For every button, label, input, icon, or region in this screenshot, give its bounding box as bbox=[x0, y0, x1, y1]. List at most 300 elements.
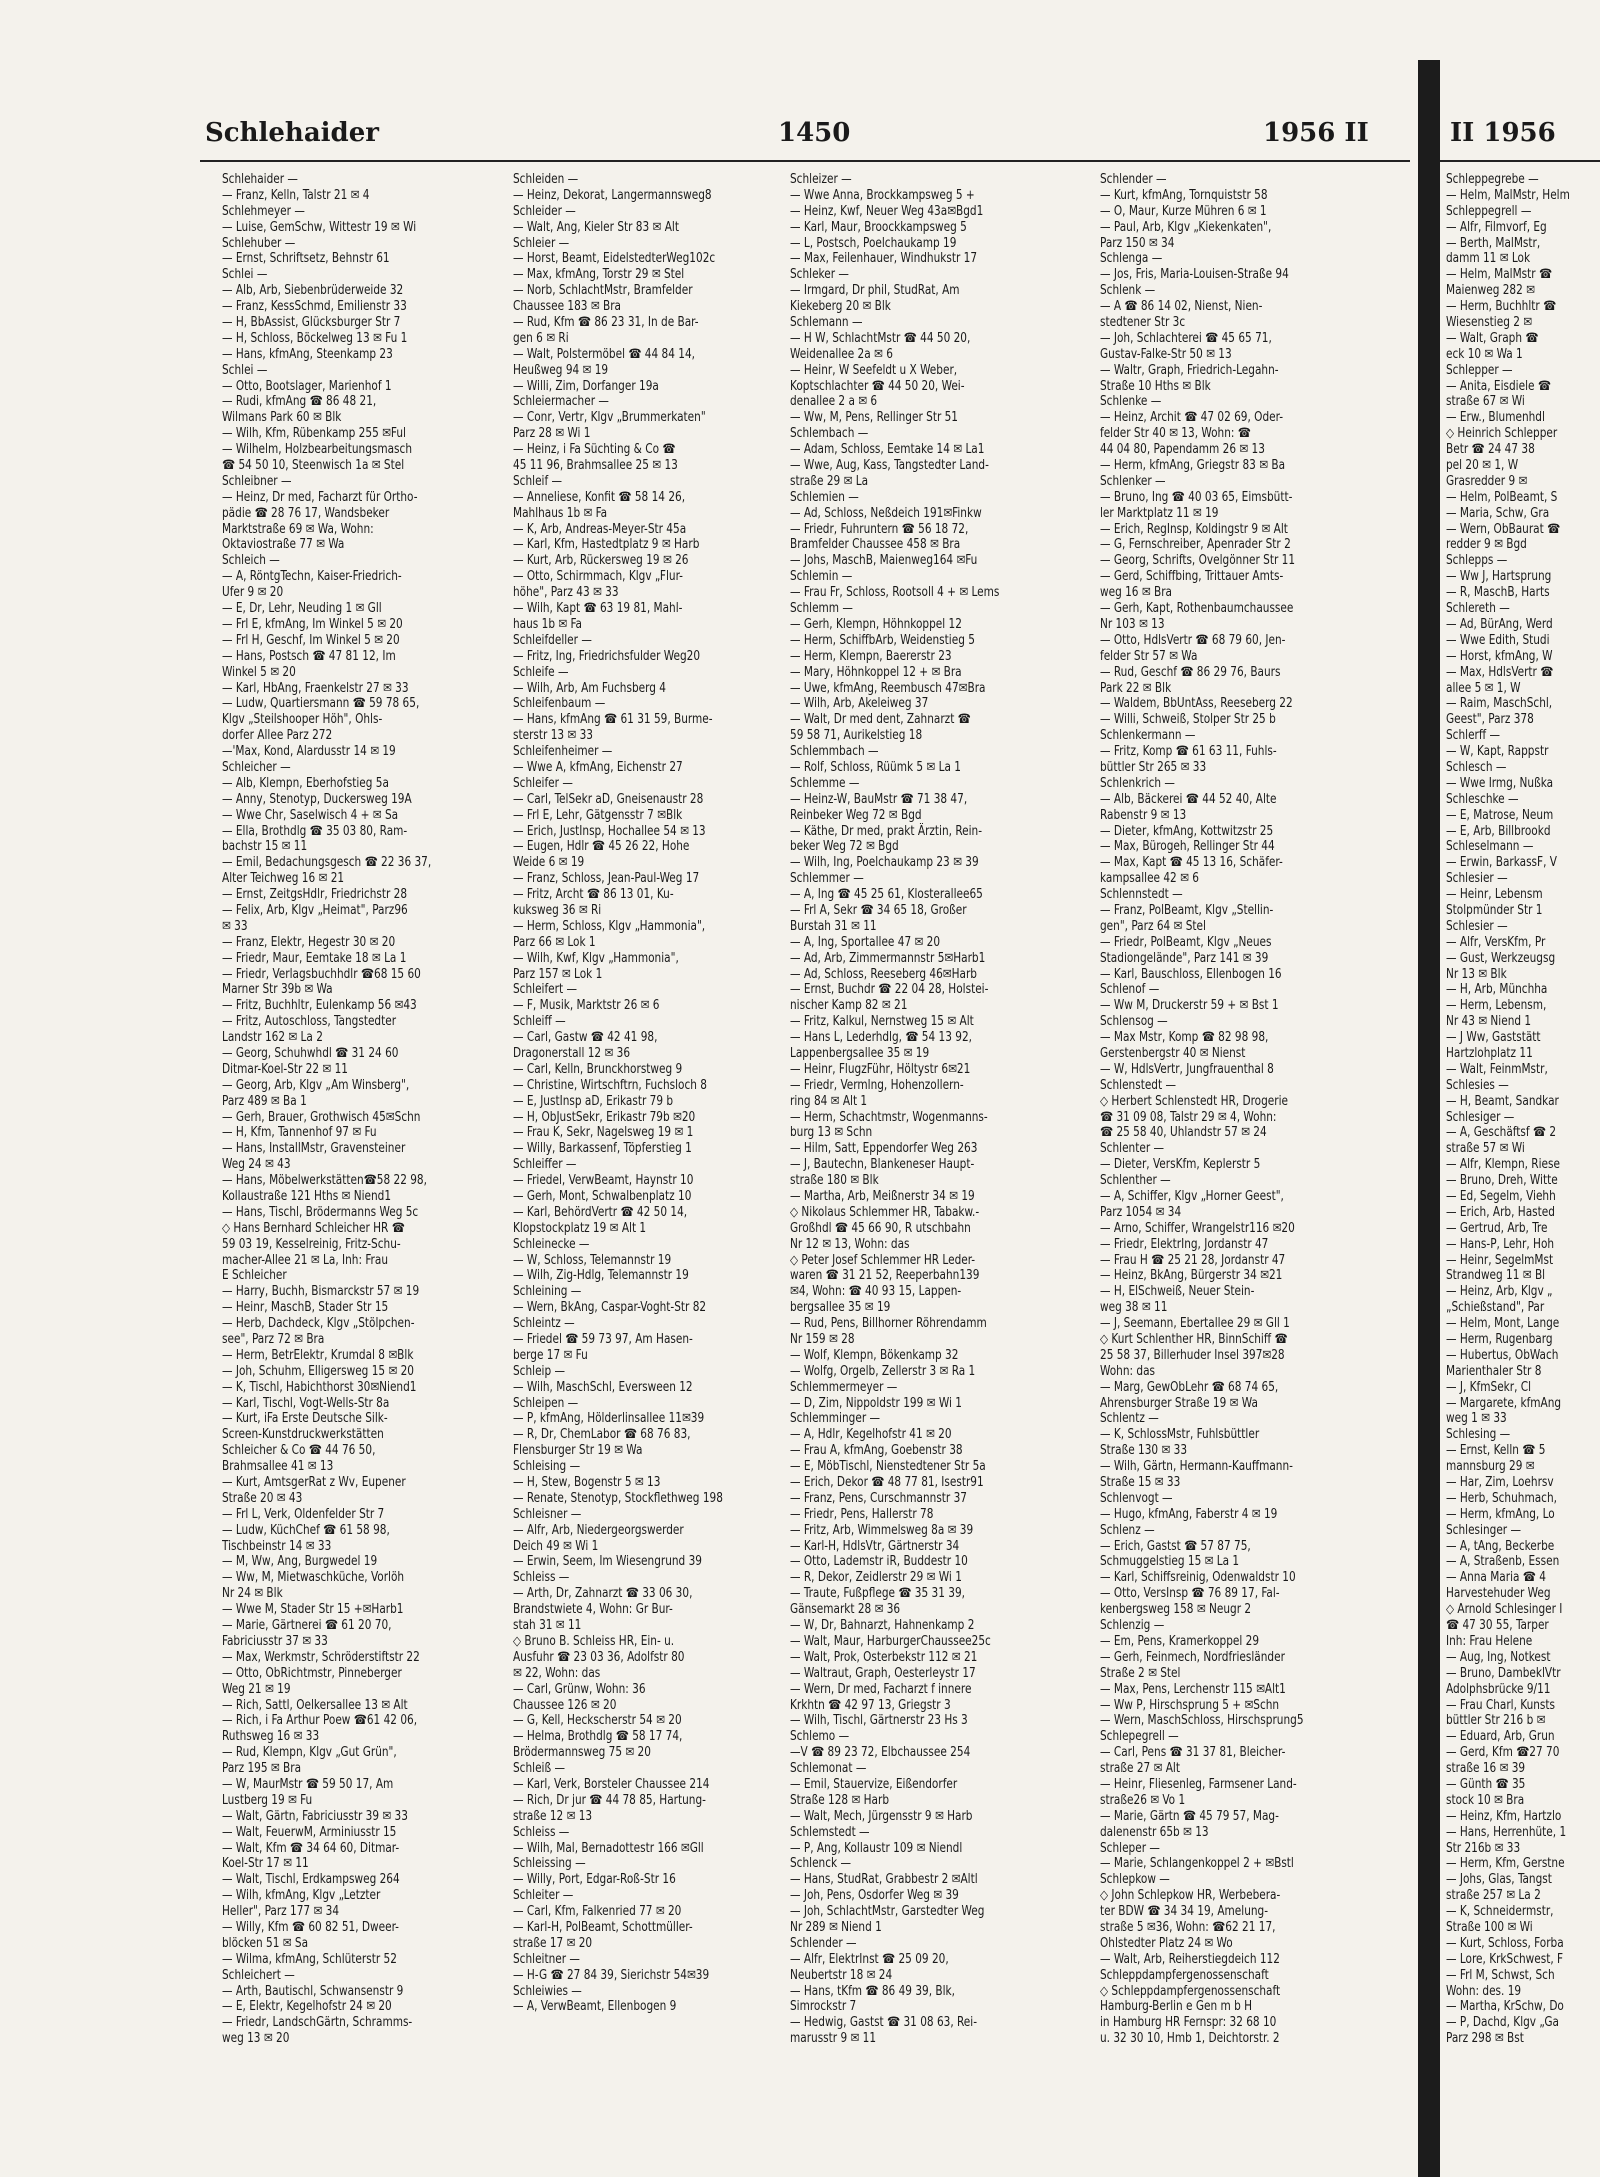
directory-line: — Walt, Kfm ☎ 34 64 60, Ditmar- bbox=[222, 1840, 400, 1856]
directory-line: felder Str 40 ✉ 13, Wohn: ☎ bbox=[1100, 426, 1251, 442]
directory-line: Weide 6 ✉ 19 bbox=[513, 855, 585, 871]
directory-line: — Irmgard, Dr phil, StudRat, Am bbox=[790, 283, 960, 299]
directory-line: nischer Kamp 82 ✉ 21 bbox=[790, 998, 908, 1014]
directory-line: — J, KfmSekr, Cl bbox=[1446, 1379, 1532, 1395]
directory-line: 45 11 96, Brahmsallee 25 ✉ 13 bbox=[513, 458, 678, 474]
directory-line: Schleker — bbox=[790, 267, 849, 283]
directory-line: Wohn: das bbox=[1100, 1363, 1156, 1379]
directory-line: — Georg, Schuhwhdl ☎ 31 24 60 bbox=[222, 1045, 399, 1061]
directory-line: ◇ Schleppdampfergenossenschaft bbox=[1100, 1983, 1281, 1999]
directory-line: — Franz, PolBeamt, Klgv „Stellin- bbox=[1100, 902, 1274, 918]
directory-line: — Joh, Schlachterei ☎ 45 65 71, bbox=[1100, 330, 1272, 346]
directory-line: Wiesenstieg 2 ✉ bbox=[1446, 315, 1533, 331]
directory-line: — W, Kapt, Rappstr bbox=[1446, 744, 1549, 760]
directory-line: — Rud, Pens, Billhorner Röhrendamm bbox=[790, 1316, 987, 1332]
directory-line: Schlerff — bbox=[1446, 728, 1500, 744]
directory-line: — J, Bautechn, Blankeneser Haupt- bbox=[790, 1157, 975, 1173]
directory-line: Marner Str 39b ✉ Wa bbox=[222, 982, 333, 998]
directory-line: Burstah 31 ✉ 11 bbox=[790, 918, 877, 934]
directory-line: — Heinz, Kwf, Neuer Weg 43a✉Bgd1 bbox=[790, 203, 984, 219]
directory-line: Schlenzig — bbox=[1100, 1618, 1165, 1634]
directory-line: — Heinr, MaschB, Stader Str 15 bbox=[222, 1300, 389, 1316]
directory-line: Schlemin — bbox=[790, 569, 853, 585]
directory-line: ◇ Herbert Schlenstedt HR, Drogerie bbox=[1100, 1093, 1289, 1109]
directory-line: Parz 150 ✉ 34 bbox=[1100, 235, 1175, 251]
directory-line: — Helm, MalMstr, Helm bbox=[1446, 187, 1570, 203]
adjacent-header-rule bbox=[1440, 160, 1600, 162]
directory-line: Schlesing — bbox=[1446, 1427, 1511, 1443]
directory-line: Schleisner — bbox=[513, 1506, 582, 1522]
directory-line: Nr 103 ✉ 13 bbox=[1100, 616, 1165, 632]
directory-line: — Wilh, Mal, Bernadottestr 166 ✉Gll bbox=[513, 1840, 704, 1856]
directory-line: weg 13 ✉ 20 bbox=[222, 2031, 290, 2047]
directory-line: — Rud, Klempn, Klgv „Gut Grün", bbox=[222, 1745, 397, 1761]
directory-line: — Herm, SchiffbArb, Weidenstieg 5 bbox=[790, 632, 975, 648]
directory-line: Oktaviostraße 77 ✉ Wa bbox=[222, 537, 345, 553]
directory-line: — Johs, Glas, Tangst bbox=[1446, 1872, 1552, 1888]
directory-line: Winkel 5 ✉ 20 bbox=[222, 664, 296, 680]
directory-line: berge 17 ✉ Fu bbox=[513, 1347, 588, 1363]
directory-line: — Wilh, Arb, Am Fuchsberg 4 bbox=[513, 680, 666, 696]
directory-line: — Wilh, Zig-Hdlg, Telemannstr 19 bbox=[513, 1268, 689, 1284]
directory-line: Schlepegrell — bbox=[1100, 1729, 1179, 1745]
directory-line: — E, Elektr, Kegelhofstr 24 ✉ 20 bbox=[222, 1999, 392, 2015]
directory-line: — Ernst, ZeitgsHdlr, Friedrichstr 28 bbox=[222, 887, 408, 903]
directory-line: — Waldem, BbUntAss, Reeseberg 22 bbox=[1100, 696, 1293, 712]
directory-line: — R, Dekor, Zeidlerstr 29 ✉ Wi 1 bbox=[790, 1570, 962, 1586]
directory-line: Schlenke — bbox=[1100, 394, 1162, 410]
directory-line: — Carl, TelSekr aD, Gneisenaustr 28 bbox=[513, 791, 704, 807]
directory-line: Grasredder 9 ✉ bbox=[1446, 473, 1528, 489]
directory-line: — Karl, BehördVertr ☎ 42 50 14, bbox=[513, 1204, 688, 1220]
directory-line: Dragonerstall 12 ✉ 36 bbox=[513, 1045, 631, 1061]
directory-line: Lustberg 19 ✉ Fu bbox=[222, 1792, 313, 1808]
directory-line: — Martha, KrSchw, Do bbox=[1446, 1999, 1564, 2015]
directory-line: — Heinr, Fliesenleg, Farmsener Land- bbox=[1100, 1776, 1297, 1792]
directory-line: Schlesinger — bbox=[1446, 1522, 1521, 1538]
directory-line: Neubertstr 18 ✉ 24 bbox=[790, 1967, 893, 1983]
directory-line: u. 32 30 10, Hmb 1, Deichtorstr. 2 bbox=[1100, 2031, 1280, 2047]
directory-line: — Paul, Arb, Klgv „Kiekenkaten", bbox=[1100, 219, 1272, 235]
directory-line: straße 257 ✉ La 2 bbox=[1446, 1888, 1541, 1904]
directory-line: — Heinr, W Seefeldt u X Weber, bbox=[790, 362, 958, 378]
directory-line: Chaussee 183 ✉ Bra bbox=[513, 299, 622, 315]
directory-line: — Heinz-W, BauMstr ☎ 71 38 47, bbox=[790, 791, 968, 807]
directory-line: Parz 66 ✉ Lok 1 bbox=[513, 934, 596, 950]
directory-line: — Ernst, Kelln ☎ 5 bbox=[1446, 1443, 1546, 1459]
directory-line: — Rich, Sattl, Oelkersallee 13 ✉ Alt bbox=[222, 1697, 408, 1713]
directory-line: — A, RöntgTechn, Kaiser-Friedrich- bbox=[222, 569, 402, 585]
directory-line: Lappenbergsallee 35 ✉ 19 bbox=[790, 1045, 930, 1061]
directory-line: straße 180 ✉ Blk bbox=[790, 1173, 879, 1189]
directory-line: — Otto, ObRichtmstr, Pinneberger bbox=[222, 1665, 402, 1681]
directory-line: Schlenga — bbox=[1100, 251, 1163, 267]
directory-line: Nr 13 ✉ Blk bbox=[1446, 966, 1507, 982]
directory-line: Mahlhaus 1b ✉ Fa bbox=[513, 505, 608, 521]
directory-line: — Hans, Postsch ☎ 47 81 12, Im bbox=[222, 648, 396, 664]
directory-line: ☎ 54 50 10, Steenwisch 1a ✉ Stel bbox=[222, 458, 405, 474]
directory-line: Schlender — bbox=[790, 1935, 857, 1951]
directory-line: burg 13 ✉ Schn bbox=[790, 1125, 873, 1141]
directory-line: — K, Schneidermstr, bbox=[1446, 1904, 1554, 1920]
directory-line: sterstr 13 ✉ 33 bbox=[513, 728, 593, 744]
directory-line: Schlei — bbox=[222, 267, 268, 283]
directory-line: — Ad, Schloss, Neßdeich 191✉Finkw bbox=[790, 505, 982, 521]
directory-line: straße 27 ✉ Alt bbox=[1100, 1761, 1180, 1777]
directory-line: — Heinr, FlugzFühr, Höltystr 6✉21 bbox=[790, 1061, 971, 1077]
directory-line: — Renate, Stenotyp, Stockflethweg 198 bbox=[513, 1490, 723, 1506]
directory-line: — Alfr, ElektrInst ☎ 25 09 20, bbox=[790, 1951, 949, 1967]
directory-line: — Georg, Arb, Klgv „Am Winsberg", bbox=[222, 1077, 410, 1093]
directory-line: Ufer 9 ✉ 20 bbox=[222, 585, 284, 601]
directory-line: — R, Dr, ChemLabor ☎ 68 76 83, bbox=[513, 1427, 691, 1443]
directory-line: — Heinr, SegelmMst bbox=[1446, 1252, 1554, 1268]
directory-line: — Alfr, VersKfm, Pr bbox=[1446, 934, 1546, 950]
directory-line: Parz 1054 ✉ 34 bbox=[1100, 1204, 1182, 1220]
directory-line: Wilmans Park 60 ✉ Blk bbox=[222, 410, 342, 426]
directory-line: — Willi, Zim, Dorfanger 19a bbox=[513, 378, 659, 394]
directory-line: — Fritz, Autoschloss, Tangstedter bbox=[222, 1014, 397, 1030]
directory-line: dalenenstr 65b ✉ 13 bbox=[1100, 1824, 1209, 1840]
directory-line: Schlemstedt — bbox=[790, 1824, 870, 1840]
directory-line: — Hubertus, ObWach bbox=[1446, 1347, 1559, 1363]
directory-line: — Martha, Arb, Meißnerstr 34 ✉ 19 bbox=[790, 1189, 975, 1204]
directory-line: — Conr, Vertr, Klgv „Brummerkaten" bbox=[513, 410, 706, 426]
directory-line: — Kurt, AmtsgerRat z Wv, Eupener bbox=[222, 1475, 406, 1491]
directory-line: Schleifenbaum — bbox=[513, 696, 606, 712]
directory-line: Hartzlohplatz 11 bbox=[1446, 1045, 1533, 1061]
directory-line: — Karl-H, PolBeamt, Schottmüller- bbox=[513, 1919, 693, 1935]
directory-line: — Bruno, DambeklVtr bbox=[1446, 1665, 1561, 1681]
directory-line: Schlenof — bbox=[1100, 982, 1160, 998]
directory-line: — G, Kell, Heckscherstr 54 ✉ 20 bbox=[513, 1713, 682, 1729]
directory-line: — Friedr, PolBeamt, Klgv „Neues bbox=[1100, 934, 1272, 950]
directory-line: — Herm, Schloss, Klgv „Hammonia", bbox=[513, 918, 706, 934]
directory-line: Großhdl ☎ 45 66 90, R utschbahn bbox=[790, 1220, 971, 1236]
directory-line: — Dieter, VersKfm, Keplerstr 5 bbox=[1100, 1157, 1261, 1173]
directory-line: Schleising — bbox=[513, 1459, 581, 1475]
directory-line: Schlenker — bbox=[1100, 473, 1166, 489]
directory-line: — Herb, Dachdeck, Klgv „Stölpchen- bbox=[222, 1316, 415, 1332]
directory-line: — M, Ww, Ang, Burgwedel 19 bbox=[222, 1554, 378, 1570]
directory-line: — Max, Kapt ☎ 45 13 16, Schäfer- bbox=[1100, 855, 1283, 871]
directory-line: Schleif — bbox=[513, 473, 563, 489]
directory-line: — A, Ing ☎ 45 25 61, Klosterallee65 bbox=[790, 887, 983, 903]
directory-line: — Karl, Maur, Broockkampsweg 5 bbox=[790, 219, 967, 235]
directory-line: — Hans, Tischl, Brödermanns Weg 5c bbox=[222, 1204, 419, 1220]
directory-line: — A, Hdlr, Kegelhofstr 41 ✉ 20 bbox=[790, 1427, 952, 1443]
directory-line: — P, Ang, Kollaustr 109 ✉ Niendl bbox=[790, 1840, 963, 1856]
directory-line: ◇ Peter Josef Schlemmer HR Leder- bbox=[790, 1252, 976, 1268]
directory-line: Nr 24 ✉ Blk bbox=[222, 1586, 283, 1602]
directory-line: — H, ObJustSekr, Erikastr 79b ✉20 bbox=[513, 1109, 696, 1125]
directory-line: — Alb, Bäckerei ☎ 44 52 40, Alte bbox=[1100, 791, 1277, 807]
directory-line: — Ww P, Hirschsprung 5 + ✉Schn bbox=[1100, 1697, 1280, 1713]
directory-line: — A, Schiffer, Klgv „Horner Geest", bbox=[1100, 1189, 1284, 1204]
directory-line: Deich 49 ✉ Wi 1 bbox=[513, 1538, 599, 1554]
directory-line: Schleizer — bbox=[790, 172, 852, 187]
directory-line: Ahrensburger Straße 19 ✉ Wa bbox=[1100, 1395, 1258, 1411]
directory-line: straße26 ✉ Vo 1 bbox=[1100, 1792, 1186, 1808]
directory-line: ◇ Kurt Schlenther HR, BinnSchiff ☎ bbox=[1100, 1332, 1288, 1348]
directory-line: Brahmsallee 41 ✉ 13 bbox=[222, 1459, 334, 1475]
directory-line: — Horst, Beamt, EidelstedterWeg102c bbox=[513, 251, 716, 267]
directory-line: Nr 43 ✉ Niend 1 bbox=[1446, 1014, 1532, 1030]
directory-line: — Herm, kfmAng, Lo bbox=[1446, 1506, 1555, 1522]
directory-line: — Friedr, ElektrIng, Jordanstr 47 bbox=[1100, 1236, 1269, 1252]
directory-line: — Erich, RegInsp, Koldingstr 9 ✉ Alt bbox=[1100, 521, 1288, 537]
directory-line: Ausfuhr ☎ 23 03 36, Adolfstr 80 bbox=[513, 1649, 685, 1665]
directory-line: — Hans, StudRat, Grabbestr 2 ✉Altl bbox=[790, 1872, 978, 1888]
directory-line: — Herm, Klempn, Baererstr 23 bbox=[790, 648, 952, 664]
directory-line: Schleifert — bbox=[513, 982, 577, 998]
directory-line: Schlesies — bbox=[1446, 1077, 1509, 1093]
directory-line: — Wolf, Klempn, Bökenkamp 32 bbox=[790, 1347, 959, 1363]
directory-line: — Friedel, VerwBeamt, Haynstr 10 bbox=[513, 1173, 694, 1189]
directory-line: — Alb, Arb, Siebenbrüderweide 32 bbox=[222, 283, 404, 299]
directory-line: weg 1 ✉ 33 bbox=[1446, 1411, 1507, 1427]
directory-line: Stolpmünder Str 1 bbox=[1446, 902, 1543, 918]
directory-line: — Karl, Bauschloss, Ellenbogen 16 bbox=[1100, 966, 1282, 982]
directory-line: — H, Stew, Bogenstr 5 ✉ 13 bbox=[513, 1475, 661, 1491]
directory-line: — Marie, Schlangenkoppel 2 + ✉Bstl bbox=[1100, 1856, 1294, 1872]
page-header bbox=[205, 118, 1585, 158]
column-4 bbox=[1100, 172, 1400, 2047]
directory-line: pädie ☎ 28 76 17, Wandsbeker bbox=[222, 505, 390, 521]
directory-line: — Karl, HbAng, Fraenkelstr 27 ✉ 33 bbox=[222, 680, 409, 696]
directory-line: — A, tAng, Beckerbe bbox=[1446, 1538, 1555, 1554]
directory-line: — Kurt, iFa Erste Deutsche Silk- bbox=[222, 1411, 388, 1427]
directory-line: — Frl H, Geschf, Im Winkel 5 ✉ 20 bbox=[222, 632, 400, 648]
directory-line: — Wwe Irmg, Nußka bbox=[1446, 775, 1554, 791]
directory-line: — Fritz, Kalkul, Nernstweg 15 ✉ Alt bbox=[790, 1014, 974, 1030]
directory-line: — Walt, Gärtn, Fabriciusstr 39 ✉ 33 bbox=[222, 1808, 408, 1824]
directory-line: — Waltr, Graph, Friedrich-Legahn- bbox=[1100, 362, 1279, 378]
directory-line: — Margarete, kfmAng bbox=[1446, 1395, 1562, 1411]
directory-line: Schlemo — bbox=[790, 1729, 850, 1745]
directory-line: — Walt, Maur, HarburgerChaussee25c bbox=[790, 1633, 991, 1649]
directory-line: Fabriciusstr 37 ✉ 33 bbox=[222, 1633, 328, 1649]
directory-line: — Friedr, Fuhruntern ☎ 56 18 72, bbox=[790, 521, 969, 537]
directory-line: Schleinecke — bbox=[513, 1236, 590, 1252]
directory-line: — Ww M, Druckerstr 59 + ✉ Bst 1 bbox=[1100, 998, 1279, 1014]
directory-line: — Herb, Schuhmach, bbox=[1446, 1490, 1557, 1506]
directory-line: — Karl, Schiffsreinig, Odenwaldstr 10 bbox=[1100, 1570, 1296, 1586]
directory-line: — E, Dr, Lehr, Neuding 1 ✉ Gll bbox=[222, 601, 382, 617]
directory-line: — Otto, Bootslager, Marienhof 1 bbox=[222, 378, 392, 394]
directory-line: — Wilh, Kwf, Klgv „Hammonia", bbox=[513, 950, 679, 966]
directory-line: Schleppegrebe — bbox=[1446, 172, 1539, 187]
directory-line: — K, Tischl, Habichthorst 30✉Niend1 bbox=[222, 1379, 417, 1395]
directory-line: — Gerh, Klempn, Höhnkoppel 12 bbox=[790, 616, 962, 632]
directory-line: — Marie, Gärtnerei ☎ 61 20 70, bbox=[222, 1618, 392, 1634]
directory-line: — Heinr, Lebensm bbox=[1446, 887, 1543, 903]
directory-line: Schlesier — bbox=[1446, 871, 1508, 887]
directory-line: — Walt, Prok, Osterbekstr 112 ✉ 21 bbox=[790, 1649, 978, 1665]
directory-line: — Fritz, Komp ☎ 61 63 11, Fuhls- bbox=[1100, 744, 1277, 760]
directory-line: — J Ww, Gaststätt bbox=[1446, 1030, 1541, 1046]
directory-line: Parz 195 ✉ Bra bbox=[222, 1761, 302, 1777]
directory-line: — Franz, Kelln, Talstr 21 ✉ 4 bbox=[222, 187, 370, 203]
directory-line: Schlenstedt — bbox=[1100, 1077, 1176, 1093]
directory-line: — Herm, BetrElektr, Krumdal 8 ✉Blk bbox=[222, 1347, 414, 1363]
directory-line: Schleitner — bbox=[513, 1951, 580, 1967]
directory-line: Schleper — bbox=[1100, 1840, 1160, 1856]
directory-line: Schlenck — bbox=[790, 1856, 851, 1872]
directory-line: Straße 10 Hths ✉ Blk bbox=[1100, 378, 1211, 394]
directory-line: — Heinz, Dekorat, Langermannsweg8 bbox=[513, 187, 712, 203]
directory-line: Str 216b ✉ 33 bbox=[1446, 1840, 1521, 1856]
directory-line: Klopstockplatz 19 ✉ Alt 1 bbox=[513, 1220, 647, 1236]
directory-line: Schlesch — bbox=[1446, 759, 1507, 775]
directory-line: Weidenallee 2a ✉ 6 bbox=[790, 346, 893, 362]
directory-line: — Walt, Graph ☎ bbox=[1446, 330, 1539, 346]
directory-line: ◇ Bruno B. Schleiss HR, Ein- u. bbox=[513, 1633, 675, 1649]
directory-line: — Friedr, Pens, Hallerstr 78 bbox=[790, 1506, 934, 1522]
directory-line: — Hugo, kfmAng, Faberstr 4 ✉ 19 bbox=[1100, 1506, 1278, 1522]
directory-line: Schleip — bbox=[513, 1363, 566, 1379]
directory-line: — Max, kfmAng, Torstr 29 ✉ Stel bbox=[513, 267, 685, 283]
directory-line: — Herm, Buchhltr ☎ bbox=[1446, 299, 1557, 315]
directory-line: Schlemien — bbox=[790, 489, 859, 505]
directory-line: Schlei — bbox=[222, 362, 268, 378]
directory-line: — E, JustInsp aD, Erikastr 79 b bbox=[513, 1093, 674, 1109]
directory-line: — Heinz, Arb, Klgv „ bbox=[1446, 1284, 1553, 1300]
directory-line: ◇ Nikolaus Schlemmer HR, Tabakw.- bbox=[790, 1204, 980, 1220]
directory-line: Flensburger Str 19 ✉ Wa bbox=[513, 1443, 643, 1459]
directory-line: — Alfr, Filmvorf, Eg bbox=[1446, 219, 1547, 235]
directory-line: — Wilh, Gärtn, Hermann-Kauffmann- bbox=[1100, 1459, 1293, 1475]
directory-line: marusstr 9 ✉ 11 bbox=[790, 2031, 877, 2047]
directory-line: gen", Parz 64 ✉ Stel bbox=[1100, 918, 1206, 934]
directory-line: — Friedr, Vermlng, Hohenzollern- bbox=[790, 1077, 964, 1093]
directory-line: — Ad, Arb, Zimmermannstr 5✉Harb1 bbox=[790, 950, 986, 966]
directory-line: — Heinz, Dr med, Facharzt für Ortho- bbox=[222, 489, 418, 505]
directory-line: ☎ 31 09 08, Talstr 29 ✉ 4, Wohn: bbox=[1100, 1109, 1277, 1125]
directory-line: — Adam, Schloss, Eemtake 14 ✉ La1 bbox=[790, 442, 985, 458]
directory-line: — H, Beamt, Sandkar bbox=[1446, 1093, 1559, 1109]
directory-line: — Wwe A, kfmAng, Eichenstr 27 bbox=[513, 759, 683, 775]
directory-line: — Erw., Blumenhdl bbox=[1446, 410, 1545, 426]
directory-line: Schlepps — bbox=[1446, 553, 1508, 569]
directory-line: ter BDW ☎ 34 34 19, Amelung- bbox=[1100, 1904, 1269, 1920]
directory-line: Nr 289 ✉ Niend 1 bbox=[790, 1919, 882, 1935]
directory-line: — Gerh, Mont, Schwalbenplatz 10 bbox=[513, 1189, 692, 1204]
directory-line: Schlenvogt — bbox=[1100, 1490, 1173, 1506]
directory-line: — Carl, Kfm, Falkenried 77 ✉ 20 bbox=[513, 1904, 682, 1920]
directory-line: — Carl, Pens ☎ 31 37 81, Bleicher- bbox=[1100, 1745, 1286, 1761]
directory-line: beker Weg 72 ✉ Bgd bbox=[790, 839, 899, 855]
directory-line: — Otto, VersInsp ☎ 76 89 17, Fal- bbox=[1100, 1586, 1280, 1602]
directory-line: Schlender — bbox=[1100, 172, 1167, 187]
directory-line: — Frl E, Lehr, Gätgensstr 7 ✉Blk bbox=[513, 807, 683, 823]
directory-line: — Friedr, Maur, Eemtake 18 ✉ La 1 bbox=[222, 950, 407, 966]
directory-line: — Luise, GemSchw, Wittestr 19 ✉ Wi bbox=[222, 219, 417, 235]
directory-line: — Franz, Elektr, Hegestr 30 ✉ 20 bbox=[222, 934, 396, 950]
directory-line: — Willi, Schweiß, Stolper Str 25 b bbox=[1100, 712, 1276, 728]
directory-line: — Em, Pens, Kramerkoppel 29 bbox=[1100, 1633, 1260, 1649]
directory-line: — Heinz, Kfm, Hartzlo bbox=[1446, 1808, 1562, 1824]
directory-line: — Marie, Gärtn ☎ 45 79 57, Mag- bbox=[1100, 1808, 1279, 1824]
directory-line: kampsallee 42 ✉ 6 bbox=[1100, 871, 1199, 887]
directory-line: — Wwe, Aug, Kass, Tangstedter Land- bbox=[790, 458, 989, 474]
directory-line: — Günth ☎ 35 bbox=[1446, 1776, 1526, 1792]
directory-line: Straße 130 ✉ 33 bbox=[1100, 1443, 1188, 1459]
directory-line: — Herm, Kfm, Gerstne bbox=[1446, 1856, 1565, 1872]
directory-line: 25 58 37, Billerhuder Insel 397✉28 bbox=[1100, 1347, 1285, 1363]
directory-line: — Wwe Edith, Studi bbox=[1446, 632, 1550, 648]
directory-line: Heller", Parz 177 ✉ 34 bbox=[222, 1904, 340, 1920]
directory-line: — Traute, Fußpflege ☎ 35 31 39, bbox=[790, 1586, 965, 1602]
directory-line: haus 1b ✉ Fa bbox=[513, 616, 582, 632]
directory-line: — Arth, Dr, Zahnarzt ☎ 33 06 30, bbox=[513, 1586, 693, 1602]
directory-line: Schlehmeyer — bbox=[222, 203, 305, 219]
directory-line: — Franz, Pens, Curschmannstr 37 bbox=[790, 1490, 968, 1506]
directory-line: — Carl, Kelln, Brunckhorstweg 9 bbox=[513, 1061, 683, 1077]
directory-line: Wohn: des. 19 bbox=[1446, 1983, 1522, 1999]
directory-line: — Walt, Mech, Jürgensstr 9 ✉ Harb bbox=[790, 1808, 973, 1824]
directory-line: Bramfelder Chaussee 458 ✉ Bra bbox=[790, 537, 961, 553]
directory-line: — Emil, Stauervize, Eißendorfer bbox=[790, 1776, 958, 1792]
directory-line: — Arno, Schiffer, Wrangelstr116 ✉20 bbox=[1100, 1220, 1295, 1236]
directory-line: Schleintz — bbox=[513, 1316, 575, 1332]
directory-line: — Horst, kfmAng, W bbox=[1446, 648, 1553, 664]
directory-line: — Erich, JustInsp, Hochallee 54 ✉ 13 bbox=[513, 823, 706, 839]
directory-line: — Maria, Schw, Gra bbox=[1446, 505, 1550, 521]
directory-line: — Gerh, Kapt, Rothenbaumchaussee bbox=[1100, 601, 1294, 617]
directory-line: — Hans, kfmAng, Steenkamp 23 bbox=[222, 346, 393, 362]
directory-line: — Frl L, Verk, Oldenfelder Str 7 bbox=[222, 1506, 385, 1522]
directory-line: — Wwe Chr, Saselwisch 4 + ✉ Sa bbox=[222, 807, 399, 823]
directory-line: — Felix, Arb, Klgv „Heimat", Parz96 bbox=[222, 902, 408, 918]
column-1 bbox=[222, 172, 508, 2047]
directory-line: — Frau A, kfmAng, Goebenstr 38 bbox=[790, 1443, 963, 1459]
directory-line: — Jos, Fris, Maria-Louisen-Straße 94 bbox=[1100, 267, 1289, 283]
directory-line: Weg 21 ✉ 19 bbox=[222, 1681, 291, 1697]
directory-line: — P, kfmAng, Hölderlinsallee 11✉39 bbox=[513, 1411, 705, 1427]
directory-line: Heußweg 94 ✉ 19 bbox=[513, 362, 609, 378]
directory-line: — Ww, M, Mietwaschküche, Vorlöh bbox=[222, 1570, 405, 1586]
directory-line: — Carl, Grünw, Wohn: 36 bbox=[513, 1681, 646, 1697]
directory-line: Schlembach — bbox=[790, 426, 869, 442]
directory-line: — R, MaschB, Harts bbox=[1446, 585, 1550, 601]
directory-line: — Friedel ☎ 59 73 97, Am Hasen- bbox=[513, 1332, 693, 1348]
directory-line: — Rud, Kfm ☎ 86 23 31, In de Bar- bbox=[513, 315, 699, 331]
directory-line: Rabenstr 9 ✉ 13 bbox=[1100, 807, 1187, 823]
directory-line: Adolphsbrücke 9/11 bbox=[1446, 1681, 1551, 1697]
directory-line: 44 04 80, Papendamm 26 ✉ 13 bbox=[1100, 442, 1265, 458]
directory-line: — Erich, Gastst ☎ 57 87 75, bbox=[1100, 1538, 1251, 1554]
directory-line: Schlennstedt — bbox=[1100, 887, 1183, 903]
directory-line: — J, Seemann, Ebertallee 29 ✉ Gll 1 bbox=[1100, 1316, 1290, 1332]
directory-line: — E, Matrose, Neum bbox=[1446, 807, 1554, 823]
directory-line: — L, Postsch, Poelchaukamp 19 bbox=[790, 235, 957, 251]
directory-line: dorfer Allee Parz 272 bbox=[222, 728, 333, 744]
directory-line: — Rich, Dr jur ☎ 44 78 85, Hartung- bbox=[513, 1792, 706, 1808]
directory-line: — Walt, Dr med dent, Zahnarzt ☎ bbox=[790, 712, 971, 728]
directory-line: — Gust, Werkzeugsg bbox=[1446, 950, 1556, 966]
directory-line: — Friedr, LandschGärtn, Schramms- bbox=[222, 2015, 413, 2031]
directory-line: — Harry, Buchh, Bismarckstr 57 ✉ 19 bbox=[222, 1284, 420, 1300]
directory-line: — Erwin, BarkassF, V bbox=[1446, 855, 1557, 871]
directory-line: — Franz, Schloss, Jean-Paul-Weg 17 bbox=[513, 871, 700, 887]
directory-line: Gänsemarkt 28 ✉ 36 bbox=[790, 1602, 901, 1618]
directory-line: Schlenther — bbox=[1100, 1173, 1171, 1189]
directory-line: Inh: Frau Helene bbox=[1446, 1633, 1533, 1649]
directory-line: bachstr 15 ✉ 11 bbox=[222, 839, 308, 855]
directory-line: — Gerd, Kfm ☎27 70 bbox=[1446, 1745, 1560, 1761]
directory-line: — Kurt, kfmAng, Tornquiststr 58 bbox=[1100, 187, 1268, 203]
